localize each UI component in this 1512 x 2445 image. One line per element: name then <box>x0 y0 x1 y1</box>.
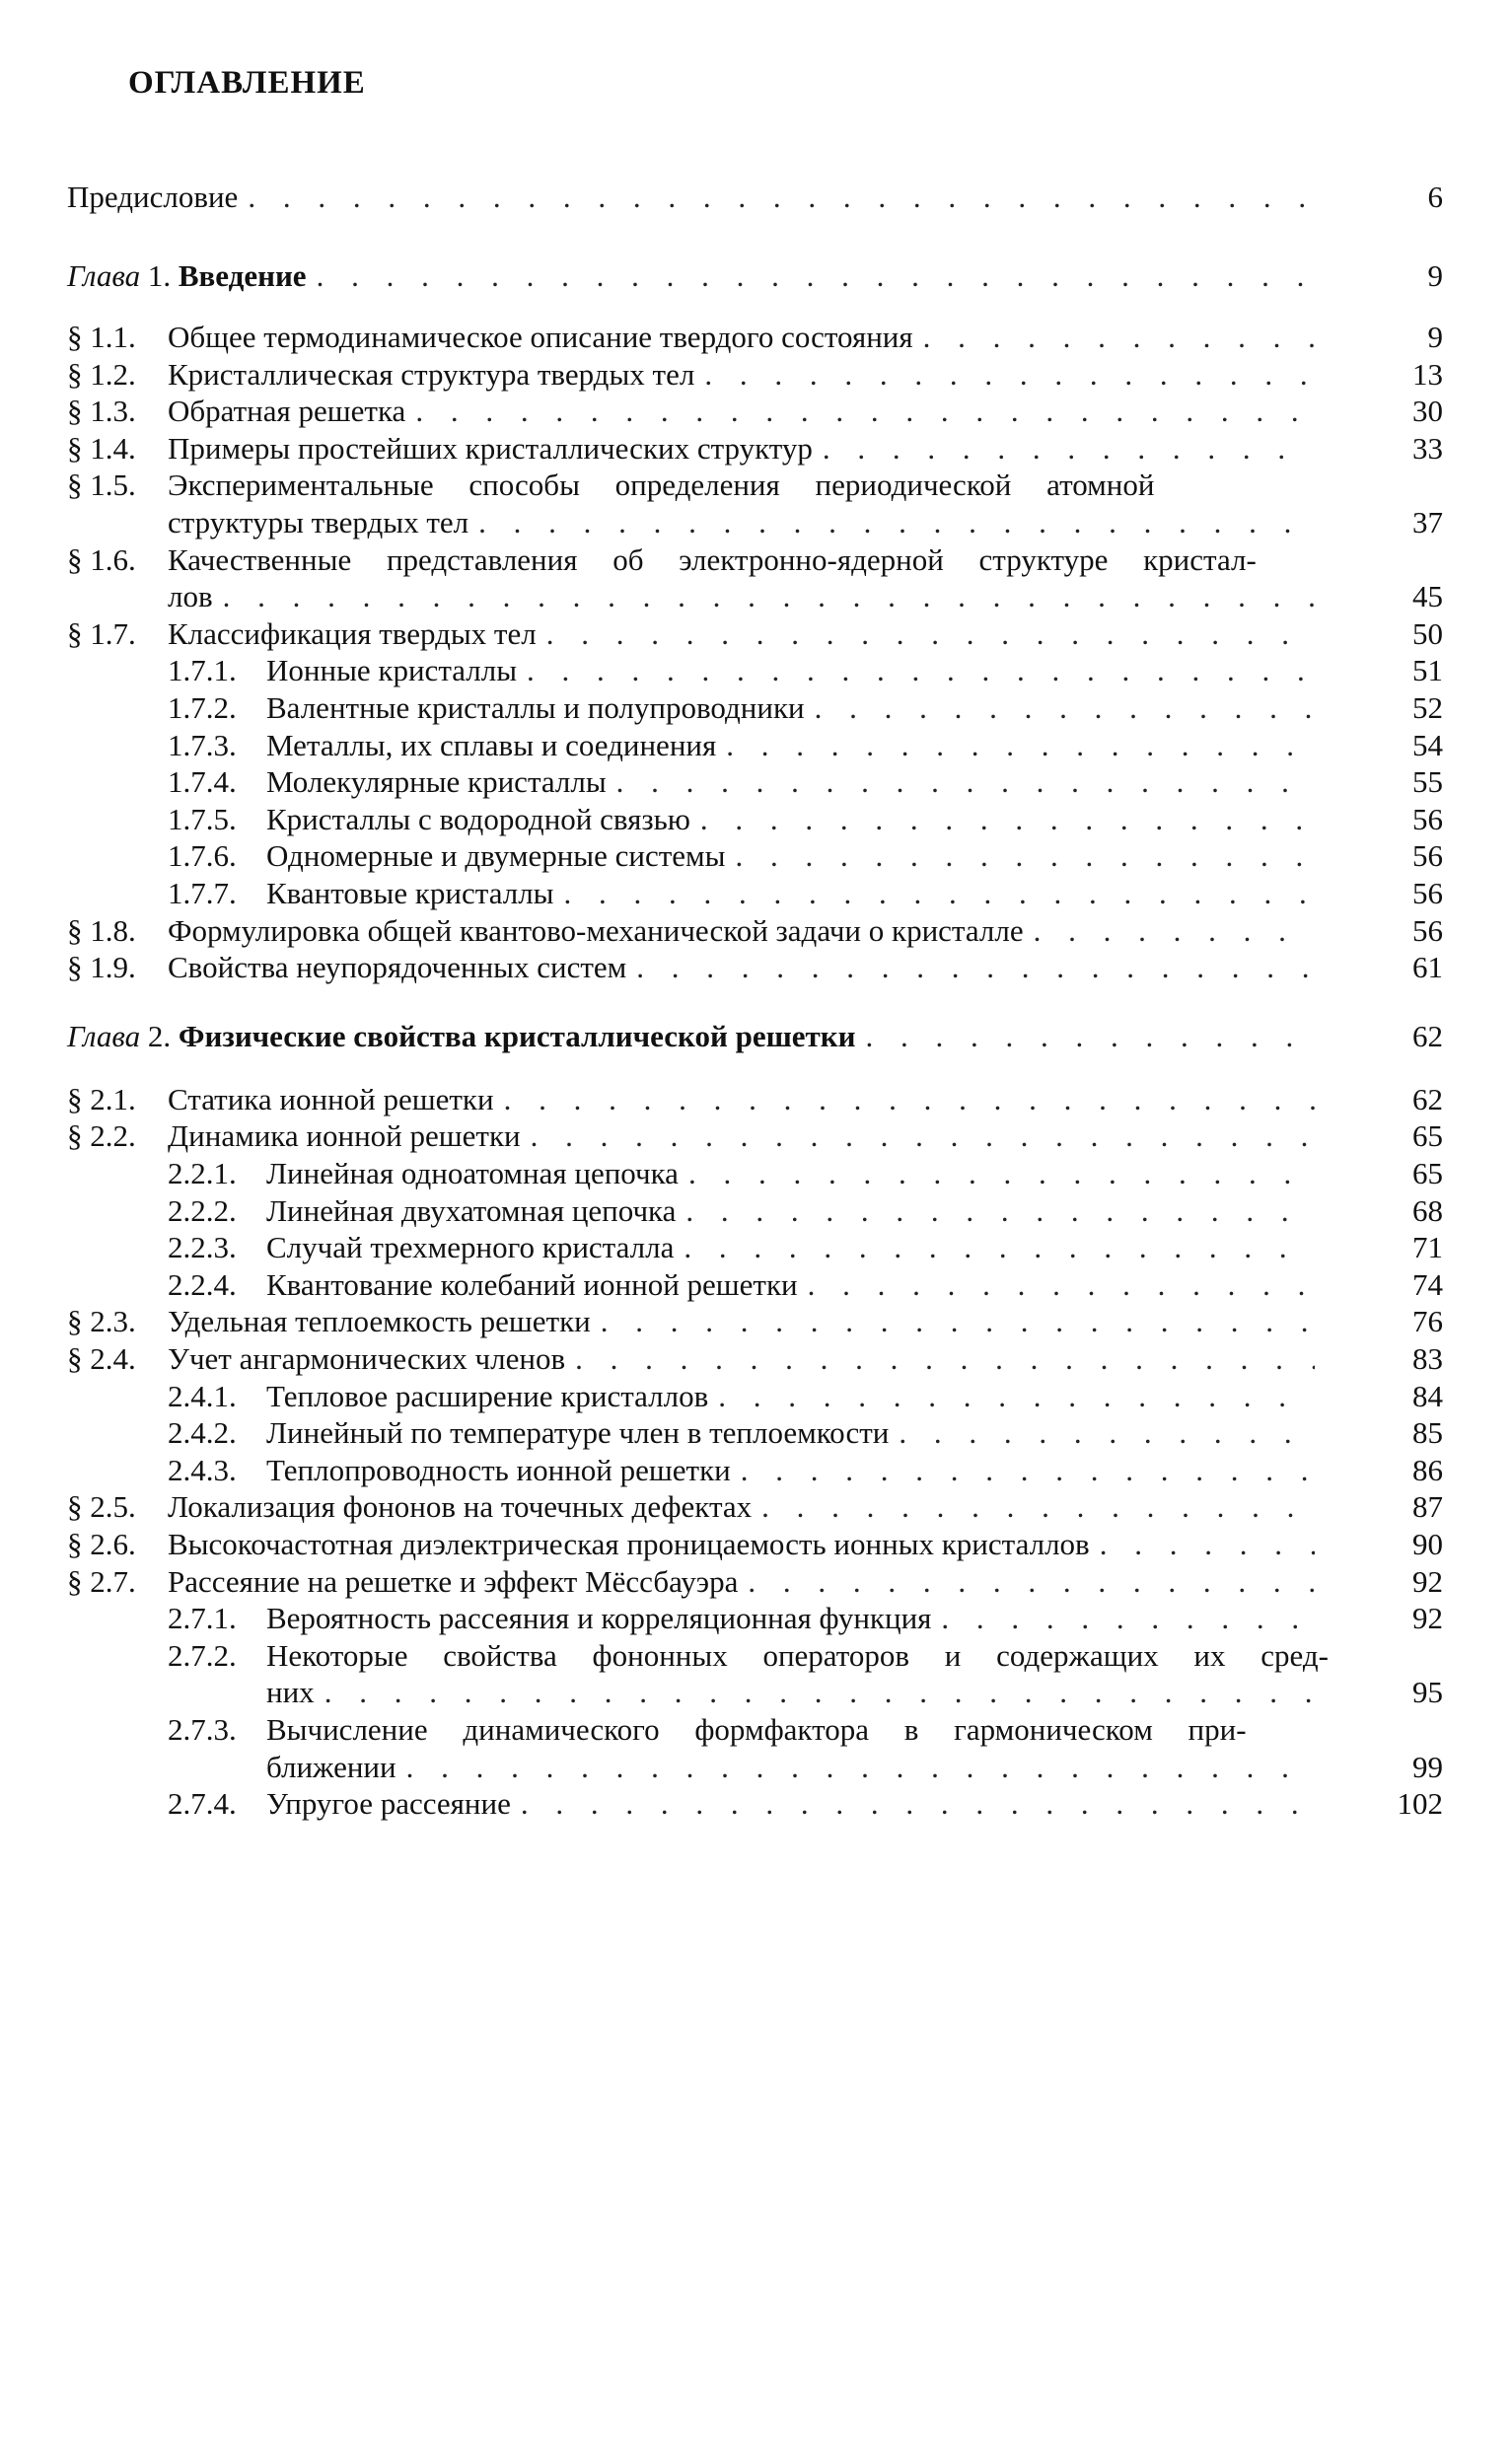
section-title: Тепловое расширение кристаллов <box>266 1378 709 1413</box>
page-number: 50 <box>1412 615 1443 651</box>
dot-leader <box>700 800 1315 839</box>
dot-leader <box>823 429 1315 468</box>
section-title: Линейная одноатомная цепочка <box>266 1156 679 1190</box>
toc-row <box>0 911 1512 951</box>
section-number: 1.7.1. <box>168 653 237 688</box>
toc-row <box>0 874 1512 913</box>
section-number: 1.7.3. <box>168 727 237 762</box>
toc-row <box>0 1265 1512 1305</box>
chapter-word: Глава <box>67 1018 141 1053</box>
section-number: 2.7.1. <box>168 1601 237 1636</box>
toc-row <box>0 1017 1512 1056</box>
toc-row <box>0 1302 1512 1341</box>
dot-leader <box>718 1377 1315 1416</box>
section-number: 2.2.2. <box>168 1192 237 1228</box>
toc-row <box>0 1339 1512 1379</box>
section-number: 1.7.5. <box>168 801 237 836</box>
chapter-title: Введение <box>178 258 307 293</box>
section-title: Рассеяние на решетке и эффект Мёссбауэра <box>168 1563 739 1599</box>
page-number: 55 <box>1412 764 1443 800</box>
section-number: § 2.7. <box>67 1563 136 1599</box>
chapter-word: Глава <box>67 258 141 293</box>
toc-row <box>0 392 1512 431</box>
page-number: 30 <box>1412 394 1443 429</box>
section-number: § 2.3. <box>67 1304 136 1339</box>
section-title: Случай трехмерного кристалла <box>266 1230 675 1265</box>
page-number: 87 <box>1412 1489 1443 1525</box>
section-number: § 1.3. <box>67 394 136 429</box>
section-number: § 1.9. <box>67 950 136 985</box>
section-title: Квантовые кристаллы <box>266 876 554 910</box>
dot-leader <box>521 1784 1315 1824</box>
toc-row <box>0 178 1512 217</box>
page-number: 86 <box>1412 1452 1443 1487</box>
section-number: § 1.6. <box>67 541 136 577</box>
page-number: 56 <box>1412 838 1443 874</box>
page-number: 56 <box>1412 876 1443 910</box>
section-title: Вычисление динамического формфактора в гармоническом при- <box>266 1712 1247 1747</box>
section-title: Обратная решетка <box>168 394 406 429</box>
section-number: § 2.6. <box>67 1527 136 1561</box>
section-title: Классификация твердых тел <box>168 615 537 651</box>
dot-leader <box>1034 911 1315 951</box>
section-number: § 2.4. <box>67 1341 136 1376</box>
page-number: 9 <box>1427 258 1443 293</box>
toc-row <box>0 1191 1512 1231</box>
page-number: 102 <box>1397 1786 1443 1822</box>
section-title-continued: них <box>266 1675 315 1710</box>
dot-leader <box>741 1451 1315 1490</box>
toc-entry-title: Предисловие <box>67 180 239 214</box>
dot-leader <box>546 614 1315 654</box>
section-title: Одномерные и двумерные системы <box>266 838 726 874</box>
toc-row <box>0 1116 1512 1156</box>
section-title: Металлы, их сплавы и соединения <box>266 727 717 762</box>
chapter-heading <box>67 256 307 296</box>
section-title: Вероятность рассеяния и корреляционная функция <box>266 1601 932 1636</box>
toc-row <box>0 1673 1512 1712</box>
toc-row <box>0 1228 1512 1267</box>
section-title: Ионные кристаллы <box>266 653 518 688</box>
section-number: § 1.2. <box>67 356 136 392</box>
toc-row <box>0 466 1512 505</box>
toc-row <box>0 1080 1512 1119</box>
page-number: 83 <box>1412 1341 1443 1376</box>
section-title: Примеры простейших кристаллических структур <box>168 430 813 466</box>
toc-row <box>0 836 1512 876</box>
section-number: 1.7.2. <box>168 690 237 725</box>
toc-row <box>0 577 1512 616</box>
section-title: Квантование колебаний ионной решетки <box>266 1266 798 1302</box>
toc-row <box>0 1154 1512 1193</box>
section-title: Статика ионной решетки <box>168 1081 494 1116</box>
toc-row <box>0 503 1512 542</box>
dot-leader <box>1100 1525 1315 1564</box>
section-number: § 1.5. <box>67 467 136 503</box>
section-title-continued: лов <box>168 579 213 614</box>
page-number: 33 <box>1412 430 1443 466</box>
section-number: 2.7.2. <box>168 1637 237 1673</box>
page-number: 62 <box>1412 1018 1443 1053</box>
dot-leader <box>899 1413 1315 1453</box>
dot-leader <box>941 1599 1315 1638</box>
toc-row <box>0 1748 1512 1787</box>
dot-leader <box>736 836 1316 876</box>
page-number: 56 <box>1412 912 1443 948</box>
section-title: Формулировка общей квантово-механической задачи о кристалле <box>168 912 1024 948</box>
page-number: 62 <box>1412 1081 1443 1116</box>
dot-leader <box>575 1339 1315 1379</box>
page-number: 92 <box>1412 1563 1443 1599</box>
dot-leader <box>748 1562 1315 1602</box>
chapter-heading <box>67 1017 856 1056</box>
dot-leader <box>223 577 1315 616</box>
section-title: Локализация фононов на точечных дефектах <box>168 1489 753 1525</box>
dot-leader <box>684 1228 1315 1267</box>
section-number: 2.2.4. <box>168 1266 237 1302</box>
toc-row <box>0 1784 1512 1824</box>
dot-leader <box>761 1487 1315 1527</box>
page-number: 54 <box>1412 727 1443 762</box>
toc-row <box>0 688 1512 728</box>
page-number: 52 <box>1412 690 1443 725</box>
dot-leader <box>601 1302 1315 1341</box>
section-title: Валентные кристаллы и полупроводники <box>266 690 805 725</box>
toc-row <box>0 762 1512 802</box>
toc-row <box>0 256 1512 296</box>
page-number: 99 <box>1412 1749 1443 1784</box>
dot-leader <box>688 1154 1315 1193</box>
dot-leader <box>564 874 1315 913</box>
section-title: Молекулярные кристаллы <box>266 764 607 800</box>
section-number: 2.4.3. <box>168 1452 237 1487</box>
dot-leader <box>636 948 1315 987</box>
section-number: 1.7.7. <box>168 876 237 910</box>
section-title: Теплопроводность ионной решетки <box>266 1452 731 1487</box>
page-title: ОГЛАВЛЕНИЕ <box>128 65 366 101</box>
page-number: 71 <box>1412 1230 1443 1265</box>
section-title: Качественные представления об электронно-ядерной структуре кристал- <box>168 541 1257 577</box>
section-title: Линейный по температуре член в теплоемкости <box>266 1415 890 1451</box>
section-number: § 1.8. <box>67 912 136 948</box>
toc-row <box>0 800 1512 839</box>
section-number: § 2.5. <box>67 1489 136 1525</box>
chapter-title: Физические свойства кристаллической решетки <box>178 1018 856 1053</box>
page-number: 85 <box>1412 1415 1443 1451</box>
toc-row <box>0 614 1512 654</box>
section-number: § 2.1. <box>67 1081 136 1116</box>
page-number: 65 <box>1412 1156 1443 1190</box>
section-title: Упругое рассеяние <box>266 1786 511 1822</box>
toc-row <box>0 429 1512 468</box>
page-number: 74 <box>1412 1266 1443 1302</box>
section-title: Учет ангармонических членов <box>168 1341 566 1376</box>
section-number: § 1.1. <box>67 320 136 354</box>
page-number: 90 <box>1412 1527 1443 1561</box>
section-title: Линейная двухатомная цепочка <box>266 1192 677 1228</box>
section-title: Экспериментальные способы определения периодической атомной <box>168 467 1155 503</box>
section-title: Кристаллы с водородной связью <box>266 801 690 836</box>
section-title: Некоторые свойства фононных операторов и содержащих их сред- <box>266 1637 1329 1673</box>
section-title: Удельная теплоемкость решетки <box>168 1304 591 1339</box>
dot-leader <box>704 355 1315 395</box>
toc-row <box>0 1451 1512 1490</box>
dot-leader <box>808 1265 1315 1305</box>
dot-leader <box>415 392 1315 431</box>
page-number: 37 <box>1412 505 1443 539</box>
dot-leader <box>317 256 1315 296</box>
page-number: 76 <box>1412 1304 1443 1339</box>
section-title: Свойства неупорядоченных систем <box>168 950 627 985</box>
section-number: 2.7.3. <box>168 1712 237 1747</box>
section-number: 2.2.3. <box>168 1230 237 1265</box>
page-number: 13 <box>1412 356 1443 392</box>
page-number: 84 <box>1412 1378 1443 1413</box>
page-number: 51 <box>1412 653 1443 688</box>
toc-row <box>0 1710 1512 1750</box>
toc-row <box>0 1413 1512 1453</box>
toc-row <box>0 355 1512 395</box>
section-number: 1.7.4. <box>168 764 237 800</box>
page-number: 68 <box>1412 1192 1443 1228</box>
section-number: 2.4.1. <box>168 1378 237 1413</box>
page-number: 56 <box>1412 801 1443 836</box>
page-number: 95 <box>1412 1675 1443 1710</box>
dot-leader <box>923 318 1315 357</box>
page-number: 65 <box>1412 1118 1443 1154</box>
toc-row <box>0 1377 1512 1416</box>
toc-row <box>0 540 1512 580</box>
toc-row <box>0 726 1512 765</box>
toc-row <box>0 1525 1512 1564</box>
page-number: 9 <box>1427 320 1443 354</box>
dot-leader <box>531 1116 1315 1156</box>
section-title: Динамика ионной решетки <box>168 1118 521 1154</box>
dot-leader <box>406 1748 1315 1787</box>
section-title: Кристаллическая структура твердых тел <box>168 356 695 392</box>
dot-leader <box>685 1191 1315 1231</box>
section-number: § 1.4. <box>67 430 136 466</box>
dot-leader <box>616 762 1315 802</box>
dot-leader <box>504 1080 1315 1119</box>
toc-row <box>0 1487 1512 1527</box>
toc-row <box>0 651 1512 690</box>
page-number: 92 <box>1412 1601 1443 1636</box>
chapter-number: 1. <box>140 258 179 293</box>
section-title-continued: ближении <box>266 1749 396 1784</box>
section-number: § 1.7. <box>67 615 136 651</box>
toc-row <box>0 1562 1512 1602</box>
section-number: 1.7.6. <box>168 838 237 874</box>
section-title: Общее термодинамическое описание твердого состояния <box>168 320 913 354</box>
toc-row <box>0 318 1512 357</box>
toc-row <box>0 948 1512 987</box>
toc-row <box>0 1636 1512 1676</box>
section-number: § 2.2. <box>67 1118 136 1154</box>
chapter-number: 2. <box>140 1018 179 1053</box>
section-number: 2.7.4. <box>168 1786 237 1822</box>
page-number: 61 <box>1412 950 1443 985</box>
dot-leader <box>248 178 1315 217</box>
dot-leader <box>527 651 1315 690</box>
dot-leader <box>815 688 1315 728</box>
page-number: 45 <box>1412 579 1443 614</box>
dot-leader <box>726 726 1315 765</box>
dot-leader <box>324 1673 1315 1712</box>
section-number: 2.2.1. <box>168 1156 237 1190</box>
page-number: 6 <box>1427 180 1443 214</box>
dot-leader <box>478 503 1315 542</box>
section-number: 2.4.2. <box>168 1415 237 1451</box>
dot-leader <box>866 1017 1316 1056</box>
section-title-continued: структуры твердых тел <box>168 505 469 539</box>
toc-row <box>0 1599 1512 1638</box>
section-title: Высокочастотная диэлектрическая проницаемость ионных кристаллов <box>168 1527 1090 1561</box>
